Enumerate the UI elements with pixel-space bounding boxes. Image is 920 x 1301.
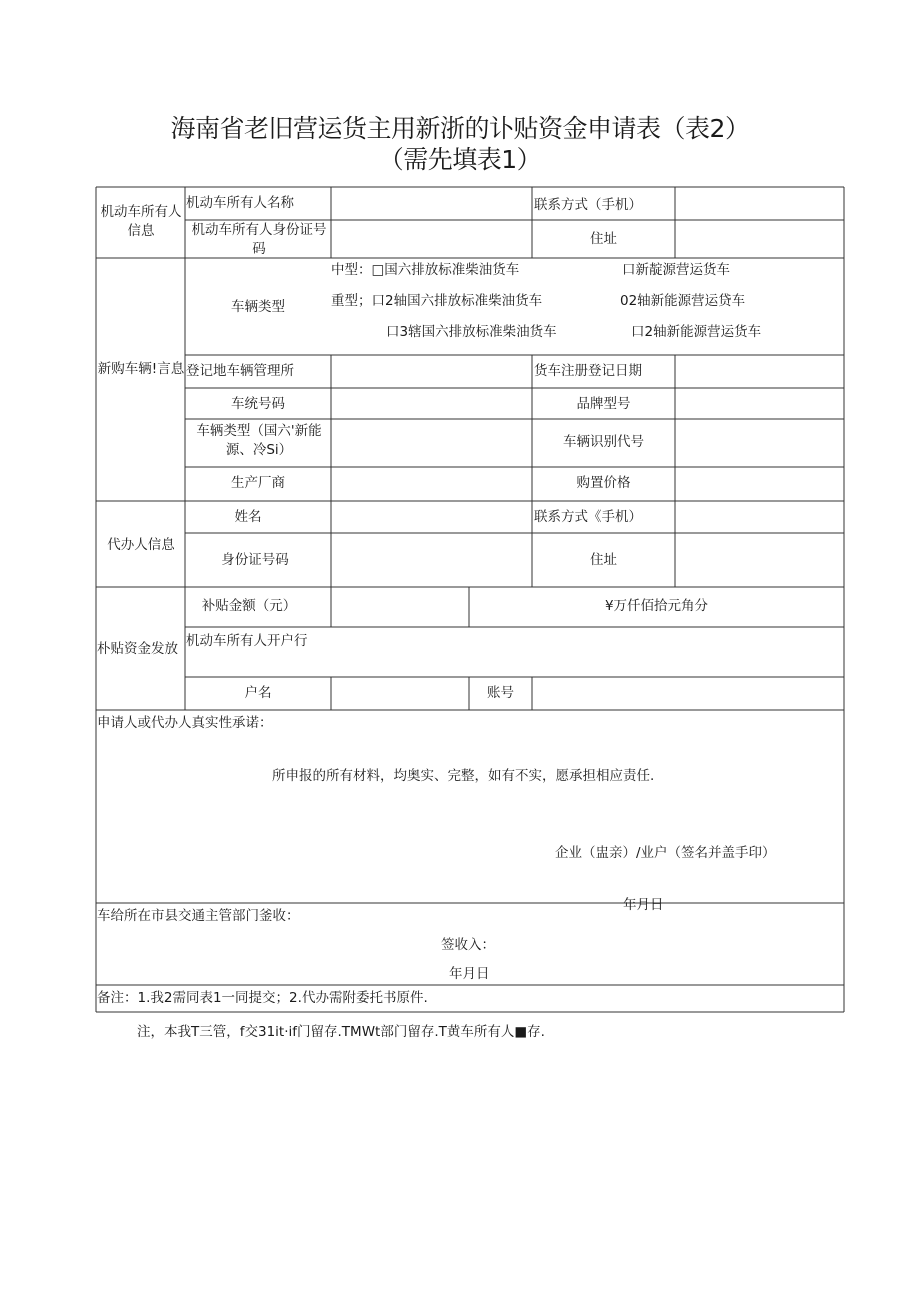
agent-id-label: 身份证号码: [221, 552, 289, 568]
vehicle-reg-date-label: 货车注册登记日期: [534, 363, 642, 379]
subsidy-bank-label: 机动车所有人开户行: [186, 633, 308, 649]
vehicle-option-heavy-electric-b: 口2轴新能源营运货车: [631, 324, 762, 340]
agent-contact-label: 联系方式《手机）: [534, 509, 642, 525]
form-title: 海南省老旧营运货主用新浙的讣贴资金申请表（表2）: [170, 114, 750, 143]
vehicle-section-label: 新购车辆!言息: [97, 361, 185, 377]
subsidy-amount-label: 补贴金额（元）: [201, 598, 297, 614]
pledge-signature-line: 企业（盅亲）/业户（签名并盖手印）: [555, 845, 776, 861]
pledge-date: 年月日: [623, 897, 664, 913]
vehicle-price-label: 购置价格: [576, 475, 631, 491]
vehicle-option-medium-electric: 口新靛源营运货车: [622, 262, 730, 278]
vehicle-system-no-label: 车统号码: [231, 396, 285, 412]
vehicle-registry-label: 登记地车辆管理所: [186, 363, 294, 379]
receipt-heading: 车给所在市县交通主管部门釜收：: [97, 908, 300, 924]
footnote-text: 注，本我T三管，f交31it·if门留存.TMWt部门留存.T黄车所有人■存.: [137, 1024, 545, 1040]
pledge-heading: 申请人或代办人真实性承诺：: [97, 715, 273, 731]
subsidy-account-name-label: 户名: [244, 685, 272, 701]
vehicle-brand-label: 品牌型号: [576, 396, 631, 412]
subsidy-section-label: 朴贴资金发放: [97, 641, 178, 657]
agent-address-label: 住址: [590, 552, 617, 568]
receipt-signer: 签收入：: [441, 937, 495, 953]
agent-name-label: 姓名: [234, 509, 262, 525]
owner-section-label: 机动车所有人信息: [100, 204, 182, 239]
vehicle-maker-label: 生产厂商: [231, 475, 285, 491]
vehicle-option-heavy-2axle-diesel: 重型；口2轴国六排放标准柴油货车: [331, 293, 543, 309]
vehicle-option-heavy-2axle-electric: 02轴新能源营运贷车: [620, 293, 746, 309]
owner-id-label: 机动车所有人身份证号码: [191, 222, 327, 257]
vehicle-option-medium-diesel: 中型：□国六排放标准柴油货车: [331, 262, 520, 278]
subsidy-amount-units: ¥万仟佰拾元角分: [604, 598, 709, 614]
vehicle-type-label: 车辆类型: [231, 299, 285, 315]
owner-contact-label: 联系方式（手机）: [534, 197, 642, 213]
agent-section-label: 代办人信息: [107, 537, 175, 553]
subsidy-account-no-label: 账号: [487, 685, 514, 701]
pledge-text: 所申报的所有材料，均奥实、完整，如有不实，愿承担相应责任.: [272, 768, 655, 784]
remark-text: 备注：1.我2需同表1一同提交；2.代办需附委托书原件.: [97, 990, 428, 1006]
vehicle-vin-label: 车辆识别代号: [563, 434, 644, 450]
owner-name-label: 机动车所有人名称: [186, 195, 294, 211]
receipt-date: 年月日: [449, 966, 490, 982]
form-subtitle: （需先填表1）: [378, 145, 542, 174]
vehicle-option-heavy-3axle-diesel: 口3辖国六排放标准柴油货车: [386, 324, 557, 340]
owner-address-label: 住址: [590, 231, 617, 247]
vehicle-type2-label: 车辆类型（国六'新能源、冷Si）: [196, 423, 322, 458]
